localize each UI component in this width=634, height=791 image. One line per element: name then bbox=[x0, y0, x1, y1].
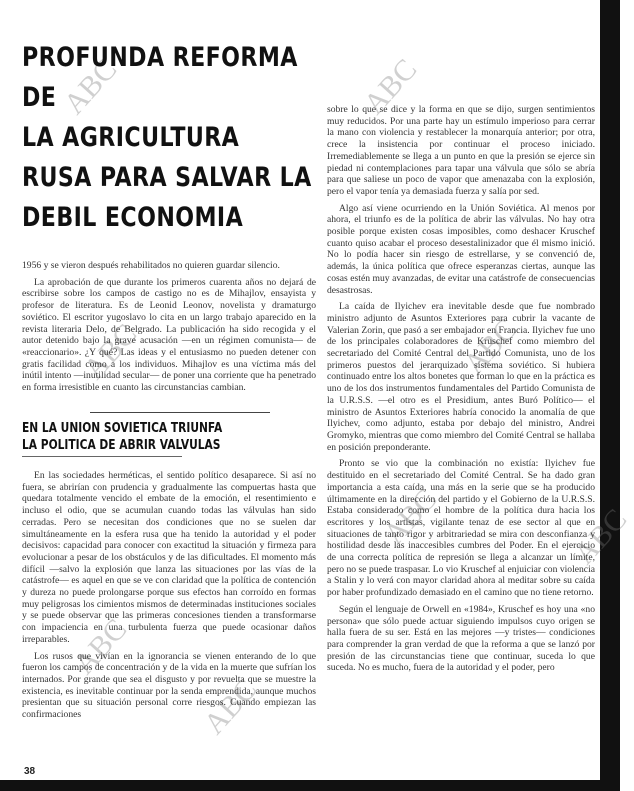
divider bbox=[90, 412, 270, 413]
paragraph: Los rusos que vivían en la ignorancia se vienen enterando de lo que fueron los campos de concentración y de la vida en la muerte que sufrían los internados. Por grande que sea el disgusto y por revuelta que se muestre la existencia, es inevitable continuar por la senda emprendida, aunque muchos presientan que su situación personal corre riesgos. Cuando empiezan las confirmaciones bbox=[22, 650, 316, 721]
headline-line: PROFUNDA REFORMA DE bbox=[22, 42, 298, 113]
left-column-bottom bbox=[22, 470, 316, 726]
paragraph: Algo así viene ocurriendo en la Unión Soviética. Al menos por ahora, el triunfo es de la política de abrir las válvulas. No hay otra posible porque existen cosas imposibles, como deshacer Kruschef cuanto quiso acabar el proceso desestalinizador que él mismo inició. No lo podía hacer sin riesgo de estrellarse, y se convenció de, además, la única política que ofrece esperanzas ciertas, aunque las cosas estén muy avanzadas, de evitar una catástrofe de consecuencias desastrosas. bbox=[327, 202, 595, 296]
subheading bbox=[22, 420, 301, 454]
watermark: ABC bbox=[567, 502, 634, 571]
paragraph: Según el lenguaje de Orwell en «1984», Kruschef es hoy una «no persona» que sólo puede actuar siguiendo impulsos cuyo origen se halla fuera de su ser. Está en las mejores —y tristes— condiciones para comprender la gran verdad de que la reforma a que se lanzó por presión de las circunstancias tiene que continuar, suceda lo que suceda. No es mucho, fuera de la autoridad y el poder, pero bbox=[327, 603, 595, 674]
watermark: ABC bbox=[457, 312, 524, 381]
headline-line: RUSA PARA SALVAR LA bbox=[22, 162, 312, 193]
watermark: ABC bbox=[377, 482, 444, 551]
watermark: ABC bbox=[67, 612, 134, 681]
subheading-line: LA POLITICA DE ABRIR VALVULAS bbox=[22, 438, 221, 453]
watermark: ABC bbox=[77, 317, 144, 386]
scan-border-bottom bbox=[0, 780, 620, 791]
headline bbox=[22, 38, 325, 238]
divider bbox=[22, 456, 182, 457]
watermark: ABC bbox=[357, 52, 424, 121]
watermark: ABC bbox=[197, 672, 264, 741]
paragraph: Pronto se vio que la combinación no existía: Ilyichev fue destituido en el secretariado del Comité Central. Se ha dado gran importancia a esta caída, una más en la serie que se ha producido últimamente en la dirección del partido y el Gobierno de la U.R.S.S. Estaba considerado como el hombre de la política dura hacia los escritores y los artistas, vigilante tenaz de ese sector al que en situaciones de tanto rigor y arbitrariedad se mira con desconfianza y hostilidad desde las inaccesibles cumbres del Poder. En el ejercicio de una correcta política de represión se llega a alcanzar un límite, pero no se puede traspasar. Lo vio Kruschef al enjuiciar con violencia a Stalin y lo verá con mayor claridad ahora al meditar sobre su caída por haber profundizado demasiado en el camino que no tiene retorno. bbox=[327, 458, 595, 599]
left-column-top bbox=[22, 260, 316, 399]
paragraph: sobre lo que se dice y la forma en que se dijo, surgen sentimientos muy reducidos. Por una parte hay un estímulo imperioso para cerrar la mano con violencia y restablecer la monarquía anterior; por otra, crece la insistencia por continuar el proceso iniciado. Irremediablemente se llega a un punto en que la presión se ejerce sin piedad ni contemplaciones para tapar una válvula que sólo se abría para que saliese un poco de vapor que amenazaba con la explosión, pero el vapor tenía ya demasiada fuerza y salía por sed. bbox=[327, 104, 595, 197]
paragraph: 1956 y se vieron después rehabilitados no quieren guardar silencio. bbox=[22, 260, 280, 271]
watermark: ABC bbox=[57, 52, 124, 121]
page-edge bbox=[596, 0, 600, 780]
subheading-line: EN LA UNION SOVIETICA TRIUNFA bbox=[22, 421, 223, 436]
right-column bbox=[327, 104, 595, 679]
paragraph: La aprobación de que durante los primeros cuarenta años no dejará de escribirse sobre los campos de castigo no es de Mihajlov, ensayista y profesor de literatura. Es de Leonid Leonov, novelista y dramaturgo soviético. El escritor yugoslavo lo cita en un largo trabajo aparecido en la revista literaria Delo, de Belgrado. La publicación ha sido recogida y el autor detenido bajo la grave acusación —en un régimen comunista— de «reaccionario». ¿Y qué? Las ideas y el entusiasmo no pueden detener con gratis facilidad como a los individuos. Mihajlov es una víctima más del inútil intento —inutilidad secular— de poner una corriente que ha penetrado en forma irresistible en cuanto las circunstancias cambian. bbox=[22, 276, 316, 394]
headline-line: LA AGRICULTURA bbox=[22, 122, 240, 153]
headline-line: DEBIL ECONOMIA bbox=[22, 202, 244, 233]
scan-border-right bbox=[600, 0, 620, 791]
paragraph: La caída de Ilyichev era inevitable desde que fue nombrado ministro adjunto de Asuntos Exteriores para cubrir la vacante de Valerian Zorin, que pasó a ser embajador en Francia. Ilyichev fue uno de los principales colaboradores de Kruschef como miembro del secretariado del Comité Central del Partido Comunista, uno de los primeros puestos del jerarquizado sistema soviético. Si hubiera continuado entre los altos bonetes que forman lo que en la práctica es uno de los dos instrumentos fundamentales del Partido Comunista de la U.R.S.S. —el otro es el Presidium, antes Buró Político— el ministro de Asuntos Exteriores habría conocido la anomalía de que Ilyichev, como adjunto, estaba por debajo del ministro, Andrei Gromyko, mientras que como miembro del Comité Central se hallaba en posición preponderante. bbox=[327, 301, 595, 453]
page-number: 38 bbox=[24, 766, 36, 777]
paragraph: En las sociedades herméticas, el sentido político desaparece. Si así no fuera, se abrirían con prudencia y gradualmente las compuertas hasta que quedara totalmente vencido el embate de la emoción, el resentimiento e incluso el odio, que se acumulan cuando todas las válvulas han sido cerradas. Pero se necesitan dos condiciones que no se suelen dar simultáneamente en la esfera rusa que ha tenido la autoridad y el poder decisivos: capacidad para conocer con exactitud la situación y firmeza para evolucionar a pesar de los obstáculos y de las dificultades. El momento más difícil —salvo la explosión que lanza las situaciones por las vías de la catástrofe— es aquel en que se ve con claridad que la política de contención y dureza no puede prolongarse porque sus efectos han corroído en formas muy peligrosas los cimientos mismos de determinadas instituciones sociales y se puede observar que las primeras concesiones tienden a transformarse con impaciencia en una turbulenta fuerza que puede ocasionar daños irreparables. bbox=[22, 470, 316, 645]
